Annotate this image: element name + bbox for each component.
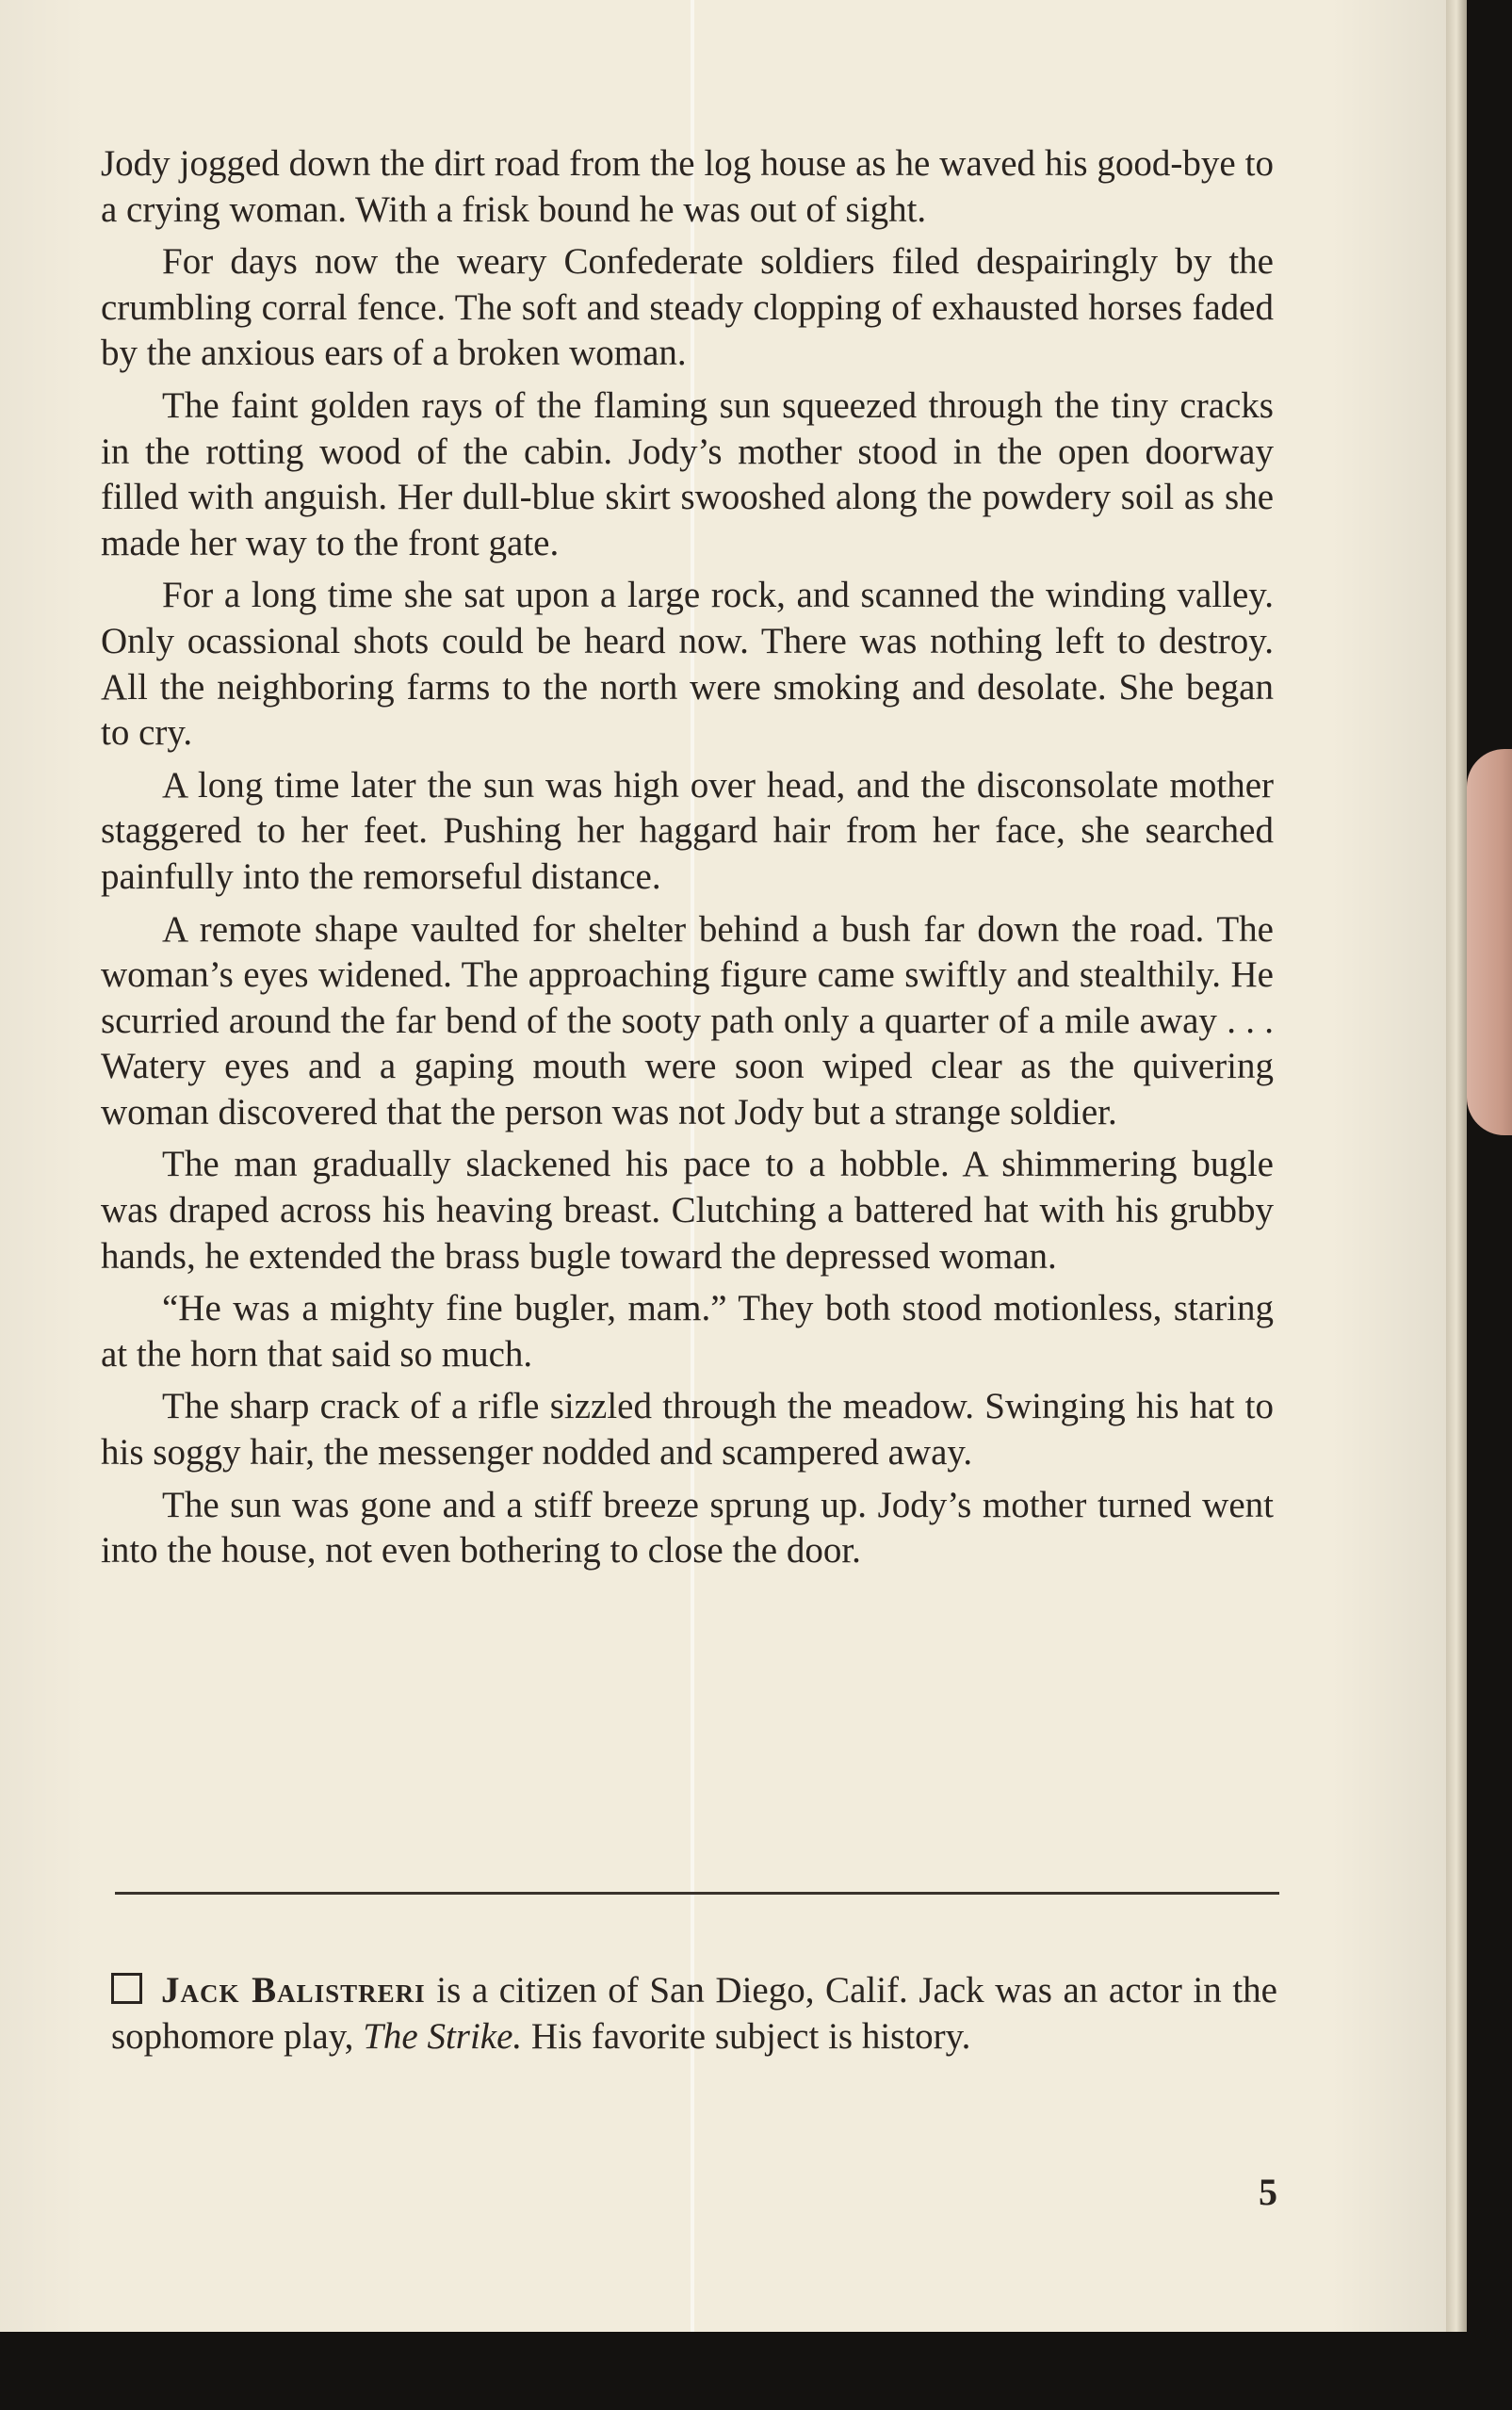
bio-text-end: His favorite subject is history.: [522, 2016, 971, 2057]
story-paragraph: The man gradually slackened his pace to a hobble. A shimmering bugle was draped across his heaving breast. Clutching a battered hat with his grubby hands, he extended the brass bugle toward the depressed woman.: [101, 1144, 1274, 1277]
play-title: The Strike.: [363, 2016, 523, 2057]
story-paragraph: For a long time she sat upon a large rock, and scanned the winding valley. Only ocassional shots could be heard now. There was nothing left to destroy. All the neighboring farms to the north were smoking and desolate. She began to cry.: [101, 575, 1274, 754]
story-paragraph: The faint golden rays of the flaming sun squeezed through the tiny cracks in the rotting wood of the cabin. Jody’s mother stood in the open doorway filled with anguish. Her dull-blue skirt swooshed along the powdery soil as she made her way to the front gate.: [101, 384, 1274, 563]
story-paragraph: A remote shape vaulted for shelter behind a bush far down the road. The woman’s eyes widened. The approaching figure came swiftly and stealthily. He scurried around the far bend of the sooty path only a quarter of a mile away . . . Watery eyes and a gaping mouth were soon wiped clear as the quivering woman discovered that the person was not Jody but a strange soldier.: [101, 908, 1274, 1132]
author-bio-paragraph: [111, 1967, 1277, 2060]
author-name: Jack Balistreri: [161, 1970, 426, 2011]
story-paragraph: A long time later the sun was high over head, and the disconsolate mother staggered to her feet. Pushing her haggard hair from her face, she searched painfully into the remorseful distance.: [101, 764, 1274, 897]
story-paragraph: “He was a mighty fine bugler, mam.” They both stood motionless, staring at the horn that said so much.: [101, 1288, 1274, 1375]
page-number: 5: [1259, 2171, 1277, 2213]
checkbox-square-icon: [111, 1973, 142, 2004]
page-edge: [1446, 0, 1467, 2332]
thumb: [1467, 749, 1512, 1135]
story-paragraph: The sharp crack of a rifle sizzled through the meadow. Swinging his hat to his soggy hair, the messenger nodded and scampered away.: [101, 1386, 1274, 1474]
section-divider: [115, 1892, 1279, 1895]
bio-text: is a citizen of San Diego, Calif. Jack was an actor in the sophomore play,: [111, 1970, 1277, 2057]
story-text: [101, 141, 1274, 1581]
story-paragraph: For days now the weary Confederate soldiers filed despairingly by the crumbling corral fence. The soft and steady clopping of exhausted horses faded by the anxious ears of a broken woman.: [101, 241, 1274, 374]
story-paragraph: The sun was gone and a stiff breeze sprung up. Jody’s mother turned went into the house, not even bothering to close the door.: [101, 1484, 1274, 1571]
story-paragraph: Jody jogged down the dirt road from the log house as he waved his good-bye to a crying woman. With a frisk bound he was out of sight.: [101, 143, 1274, 230]
author-bio: [111, 1967, 1277, 2060]
